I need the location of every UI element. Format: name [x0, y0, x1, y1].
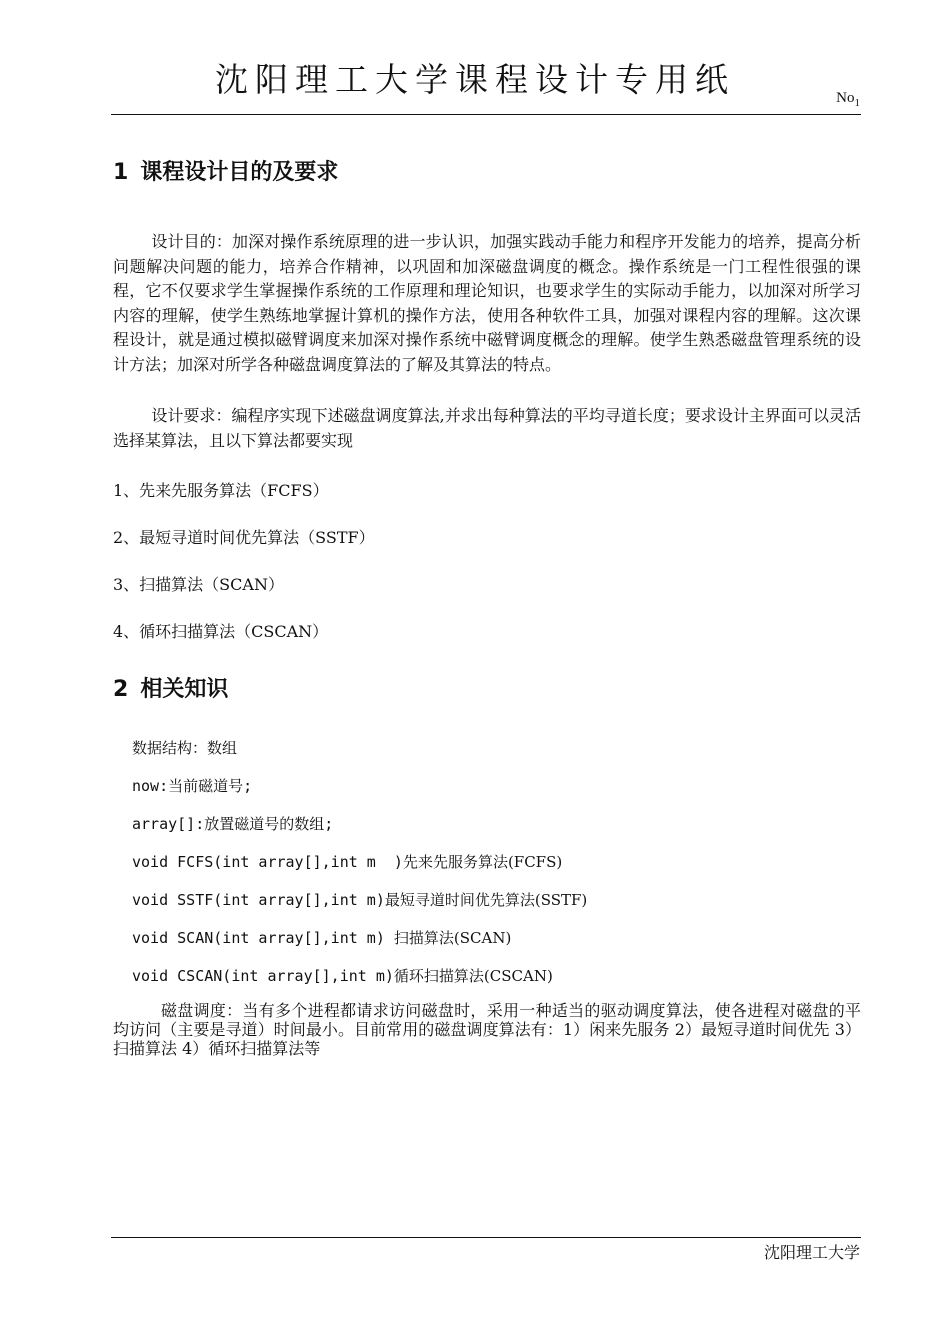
header-rule: [111, 114, 861, 115]
algorithm-item-cscan: 4、循环扫描算法（CSCAN）: [113, 622, 329, 641]
algorithm-item-fcfs: 1、先来先服务算法（FCFS）: [113, 481, 329, 500]
code-line-cscan: [113, 965, 861, 987]
algorithm-item-scan: 3、扫描算法（SCAN）: [113, 575, 284, 594]
design-purpose-paragraph: 设计目的：加深对操作系统原理的进一步认识，加强实践动手能力和程序开发能力的培养，提高分析问题解决问题的能力，培养合作精神，以巩固和加深磁盘调度的概念。操作系统是一门工程性很强的课程，它不仅要求学生掌握操作系统的工作原理和理论知识，也要求学生的实际动手能力，以加深对所学习内容的理解，使学生熟练地掌握计算机的操作方法，使用各种软件工具，加强对课程内容的理解。这次课程设计，就是通过模拟磁臂调度来加深对操作系统中磁臂调度概念的理解。使学生熟悉磁盘管理系统的设计方法；加深对所学各种磁盘调度算法的了解及其算法的特点。: [113, 232, 861, 374]
code-line-scan: [113, 927, 861, 949]
page-title: 沈阳理工大学课程设计专用纸: [215, 60, 735, 99]
section-2-number: 2: [113, 677, 129, 702]
code-text: now:当前磁道号;: [132, 777, 253, 795]
section-1-title: 课程设计目的及要求: [140, 160, 339, 185]
code-line-now: [113, 775, 861, 797]
code-line-data-structure: [113, 737, 861, 759]
code-comment: 最短寻道时间优先算法(SSTF): [384, 891, 588, 909]
footer-rule: [111, 1237, 861, 1238]
section-2-heading: [113, 672, 861, 703]
footer-university: 沈阳理工大学: [763, 1243, 860, 1262]
page-number: [836, 90, 860, 109]
section-1-heading: [113, 155, 861, 186]
section-1-number: 1: [113, 160, 129, 185]
code-line-sstf: [113, 889, 861, 911]
code-text: void SCAN(int array[],int m): [132, 929, 394, 947]
code-text: array[]:放置磁道号的数组;: [132, 815, 334, 833]
code-text: void SSTF(int array[],int m): [132, 891, 385, 909]
section-2-title: 相关知识: [140, 677, 229, 702]
code-line-array: [113, 813, 861, 835]
page-number-prefix: No: [836, 90, 855, 106]
code-text: void FCFS(int array[],int m ): [132, 853, 403, 871]
algorithm-item-sstf: 2、最短寻道时间优先算法（SSTF）: [113, 528, 375, 547]
page-number-value: 1: [854, 97, 860, 109]
design-requirement-paragraph: 设计要求：编程序实现下述磁盘调度算法,并求出每种算法的平均寻道长度；要求设计主界面可以灵活选择某算法，且以下算法都要实现: [113, 406, 861, 450]
code-comment: 先来先服务算法(FCFS): [402, 853, 563, 871]
code-text: void CSCAN(int array[],int m): [132, 967, 394, 985]
code-line-fcfs: [113, 851, 861, 873]
code-comment: 循环扫描算法(CSCAN): [393, 967, 553, 985]
code-text: 数据结构：数组: [132, 739, 238, 757]
document-body: [113, 155, 861, 1058]
code-comment: 扫描算法(SCAN): [393, 929, 512, 947]
disk-scheduling-paragraph: 磁盘调度：当有多个进程都请求访问磁盘时，采用一种适当的驱动调度算法，使各进程对磁盘的平均访问（主要是寻道）时间最小。目前常用的磁盘调度算法有：1）闲来先服务 2）最短寻道时间优先 3）扫描算法 4）循环扫描算法等: [113, 1001, 861, 1058]
